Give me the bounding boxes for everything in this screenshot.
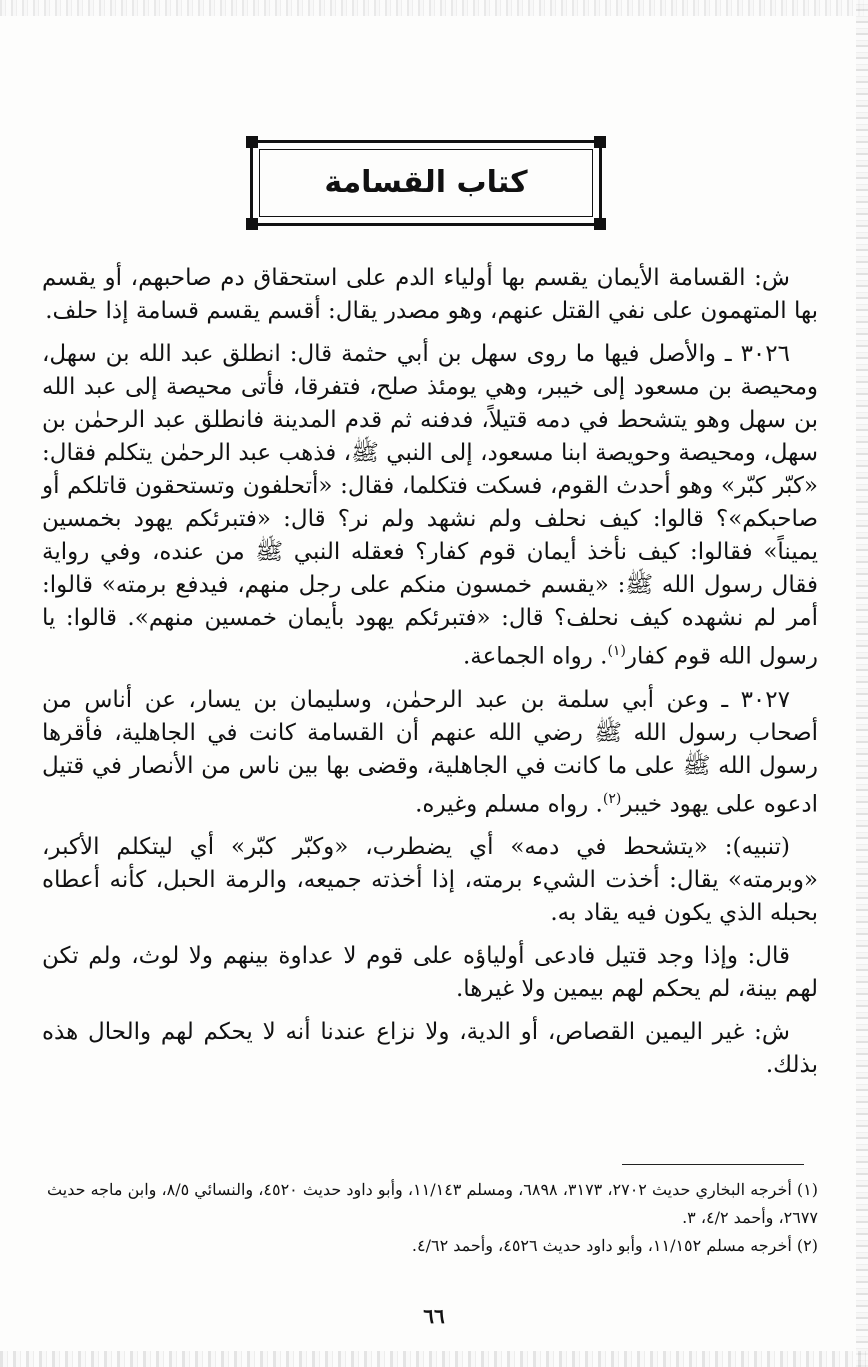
page-number: ٦٦ xyxy=(423,1304,445,1328)
main-text xyxy=(42,262,818,1092)
hadith-source: . رواه الجماعة. xyxy=(462,643,608,670)
paragraph-ruling: قال: وإذا وجد قتيل فادعى أولياؤه على قوم لا عداوة بينهم ولا لوث، ولم تكن لهم بينة، لم يحكم لهم بيمين ولا غيرها. xyxy=(42,943,818,1003)
frame-corner-ornament xyxy=(594,218,606,230)
scan-edge-bottom xyxy=(0,1351,868,1367)
paragraph-note: (تنبيه): «يتشحط في دمه» أي يضطرب، «وكبّر كبّر» أي ليتكلم الأكبر، «وبرمته» يقال: أخذت الشيء برمته، إذا أخذته جميعه، والرمة الحبل، كأنه أعطاه بحبله الذي يكون فيه يقاد به. xyxy=(42,834,818,927)
paragraph-commentary: ش: غير اليمين القصاص، أو الدية، ولا نزاع عندنا أنه لا يحكم لهم والحال هذه بذلك. xyxy=(42,1019,818,1079)
chapter-title: كتاب القسامة xyxy=(324,165,528,200)
footnote-ref[interactable]: (٢) xyxy=(602,790,622,807)
frame-corner-ornament xyxy=(594,136,606,148)
hadith-source: . رواه مسلم وغيره. xyxy=(415,791,603,818)
paragraph-definition: ش: القسامة الأيمان يقسم بها أولياء الدم على استحقاق دم صاحبهم، أو يقسم بها المتهمون على نفي القتل عنهم، وهو مصدر يقال: أقسم يقسم قسامة إذا حلف. xyxy=(42,265,818,324)
paragraph-hadith-3027 xyxy=(42,684,818,822)
footnote-separator xyxy=(622,1164,804,1165)
frame-corner-ornament xyxy=(246,218,258,230)
footnote-1: (١) أخرجه البخاري حديث ٢٧٠٢، ٣١٧٣، ٦٨٩٨، ومسلم ١١/١٤٣، وأبو داود حديث ٤٥٢٠، والنسائي ٨/٥، وابن ماجه حديث ٢٦٧٧، وأحمد ٤/٢، ٣. xyxy=(47,1180,818,1227)
frame-corner-ornament xyxy=(246,136,258,148)
hadith-text: ٣٠٢٦ ـ والأصل فيها ما روى سهل بن أبي حثمة قال: انطلق عبد الله بن سهل، ومحيصة بن مسعود إلى خيبر، وهي يومئذ صلح، فتفرقا، فأتى محيصة إلى عبد الله بن سهل وهو يتشحط في دمه قتيلاً، فدفنه ثم قدم المدينة فانطلق عبد الرحمٰن بن سهل، ومحيصة وحويصة ابنا مسعود، إلى النبي ﷺ، فذهب عبد الرحمٰن يتكلم فقال: «كبّر كبّر» وهو أحدث القوم، فسكت فتكلما، فقال: «أتحلفون وتستحقون قاتلكم أو صاحبكم»؟ قالوا: كيف نحلف ولم نشهد ولم نر؟ قال: «فتبرئكم يهود بخمسين يميناً» فقالوا: كيف نأخذ أيمان قوم كفار؟ فعقله النبي ﷺ من عنده، وفي رواية فقال رسول الله ﷺ: «يقسم خمسون منكم على رجل منهم، فيدفع برمته» قالوا: أمر لم نشهده كيف نحلف؟ قال: «فتبرئكم يهود بأيمان خمسين منهم». قالوا: يا رسول الله قوم كفار xyxy=(42,341,818,670)
chapter-title-frame xyxy=(250,140,602,226)
scan-edge-top xyxy=(0,0,868,16)
footnotes xyxy=(44,1176,818,1260)
scan-edge-right xyxy=(856,0,868,1367)
footnote-2: (٢) أخرجه مسلم ١١/١٥٢، وأبو داود حديث ٤٥٢٦، وأحمد ٤/٦٢. xyxy=(411,1236,818,1255)
paragraph-hadith-3026 xyxy=(42,338,818,674)
hadith-text: ٣٠٢٧ ـ وعن أبي سلمة بن عبد الرحمٰن، وسليمان بن يسار، عن أناس من أصحاب رسول الله ﷺ رضي الله عنهم أن القسامة كانت في الجاهلية، فأقرها رسول الله ﷺ على ما كانت في الجاهلية، وقضى بها بين ناس من الأنصار في قتيل ادعوه على يهود خيبر xyxy=(42,686,818,818)
footnote-ref[interactable]: (١) xyxy=(607,643,626,659)
